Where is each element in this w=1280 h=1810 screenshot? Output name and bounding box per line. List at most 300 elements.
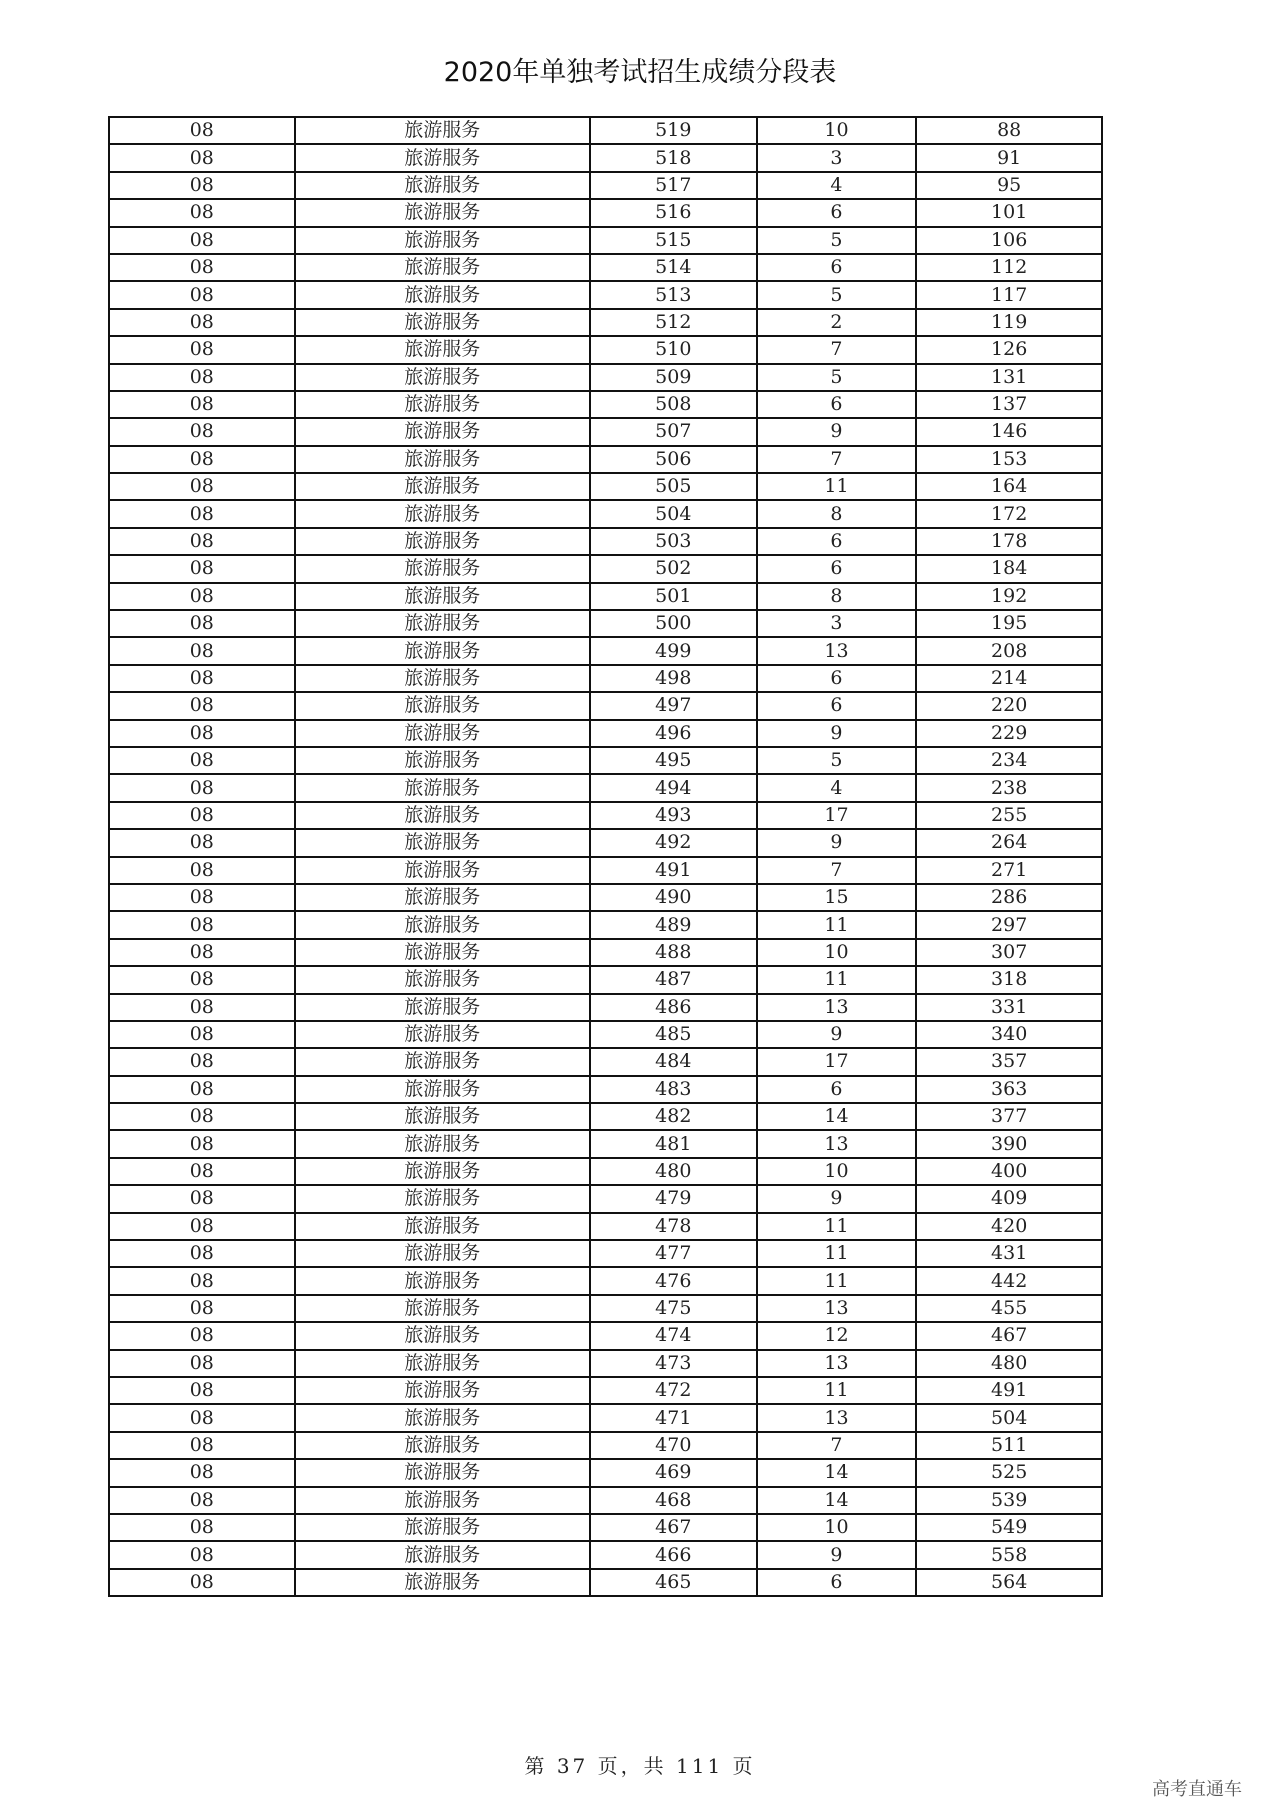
table-row: [109, 336, 1102, 363]
category-code-cell: 08: [109, 418, 295, 445]
cumulative-count-cell: 340: [916, 1021, 1102, 1048]
table-row: [109, 747, 1102, 774]
table-row: [109, 720, 1102, 747]
score-cell: 516: [590, 199, 757, 226]
score-cell: 491: [590, 857, 757, 884]
category-code-cell: 08: [109, 1295, 295, 1322]
score-cell: 484: [590, 1048, 757, 1075]
table-row: [109, 199, 1102, 226]
table-row: [109, 254, 1102, 281]
major-name-cell: 旅游服务: [295, 364, 590, 391]
score-cell: 507: [590, 418, 757, 445]
table-row: [109, 473, 1102, 500]
count-cell: 12: [757, 1322, 917, 1349]
count-cell: 17: [757, 1048, 917, 1075]
count-cell: 11: [757, 911, 917, 938]
count-cell: 7: [757, 336, 917, 363]
category-code-cell: 08: [109, 1267, 295, 1294]
category-code-cell: 08: [109, 227, 295, 254]
count-cell: 4: [757, 172, 917, 199]
count-cell: 10: [757, 1158, 917, 1185]
category-code-cell: 08: [109, 884, 295, 911]
cumulative-count-cell: 564: [916, 1569, 1102, 1596]
score-cell: 482: [590, 1103, 757, 1130]
category-code-cell: 08: [109, 720, 295, 747]
count-cell: 15: [757, 884, 917, 911]
category-code-cell: 08: [109, 610, 295, 637]
cumulative-count-cell: 106: [916, 227, 1102, 254]
major-name-cell: 旅游服务: [295, 1377, 590, 1404]
category-code-cell: 08: [109, 857, 295, 884]
watermark: 高考直通车: [1152, 1779, 1242, 1800]
major-name-cell: 旅游服务: [295, 473, 590, 500]
score-cell: 481: [590, 1130, 757, 1157]
score-cell: 496: [590, 720, 757, 747]
cumulative-count-cell: 558: [916, 1541, 1102, 1568]
score-cell: 501: [590, 583, 757, 610]
category-code-cell: 08: [109, 1322, 295, 1349]
cumulative-count-cell: 131: [916, 364, 1102, 391]
count-cell: 5: [757, 364, 917, 391]
count-cell: 17: [757, 802, 917, 829]
major-name-cell: 旅游服务: [295, 1459, 590, 1486]
cumulative-count-cell: 117: [916, 281, 1102, 308]
count-cell: 11: [757, 1267, 917, 1294]
score-cell: 515: [590, 227, 757, 254]
count-cell: 6: [757, 391, 917, 418]
score-cell: 510: [590, 336, 757, 363]
major-name-cell: 旅游服务: [295, 172, 590, 199]
cumulative-count-cell: 220: [916, 692, 1102, 719]
major-name-cell: 旅游服务: [295, 692, 590, 719]
table-row: [109, 829, 1102, 856]
major-name-cell: 旅游服务: [295, 391, 590, 418]
cumulative-count-cell: 307: [916, 939, 1102, 966]
score-cell: 508: [590, 391, 757, 418]
category-code-cell: 08: [109, 829, 295, 856]
cumulative-count-cell: 455: [916, 1295, 1102, 1322]
score-cell: 495: [590, 747, 757, 774]
category-code-cell: 08: [109, 254, 295, 281]
score-cell: 483: [590, 1076, 757, 1103]
cumulative-count-cell: 431: [916, 1240, 1102, 1267]
category-code-cell: 08: [109, 364, 295, 391]
table-row: [109, 1076, 1102, 1103]
cumulative-count-cell: 297: [916, 911, 1102, 938]
count-cell: 9: [757, 418, 917, 445]
score-cell: 469: [590, 1459, 757, 1486]
table-row: [109, 1048, 1102, 1075]
major-name-cell: 旅游服务: [295, 939, 590, 966]
major-name-cell: 旅游服务: [295, 1295, 590, 1322]
count-cell: 3: [757, 144, 917, 171]
score-cell: 518: [590, 144, 757, 171]
major-name-cell: 旅游服务: [295, 911, 590, 938]
table-row: [109, 418, 1102, 445]
cumulative-count-cell: 195: [916, 610, 1102, 637]
table-row: [109, 1103, 1102, 1130]
count-cell: 8: [757, 500, 917, 527]
table-row: [109, 966, 1102, 993]
major-name-cell: 旅游服务: [295, 1569, 590, 1596]
major-name-cell: 旅游服务: [295, 1021, 590, 1048]
count-cell: 2: [757, 309, 917, 336]
table-row: [109, 1021, 1102, 1048]
category-code-cell: 08: [109, 692, 295, 719]
table-row: [109, 309, 1102, 336]
score-cell: 477: [590, 1240, 757, 1267]
category-code-cell: 08: [109, 1432, 295, 1459]
score-cell: 479: [590, 1185, 757, 1212]
category-code-cell: 08: [109, 665, 295, 692]
table-row: [109, 391, 1102, 418]
major-name-cell: 旅游服务: [295, 1541, 590, 1568]
cumulative-count-cell: 390: [916, 1130, 1102, 1157]
category-code-cell: 08: [109, 966, 295, 993]
major-name-cell: 旅游服务: [295, 884, 590, 911]
score-cell: 488: [590, 939, 757, 966]
table-row: [109, 774, 1102, 801]
cumulative-count-cell: 172: [916, 500, 1102, 527]
count-cell: 13: [757, 1404, 917, 1431]
major-name-cell: 旅游服务: [295, 500, 590, 527]
cumulative-count-cell: 357: [916, 1048, 1102, 1075]
major-name-cell: 旅游服务: [295, 1076, 590, 1103]
table-row: [109, 637, 1102, 664]
major-name-cell: 旅游服务: [295, 254, 590, 281]
major-name-cell: 旅游服务: [295, 199, 590, 226]
cumulative-count-cell: 112: [916, 254, 1102, 281]
table-row: [109, 172, 1102, 199]
category-code-cell: 08: [109, 939, 295, 966]
category-code-cell: 08: [109, 555, 295, 582]
cumulative-count-cell: 286: [916, 884, 1102, 911]
cumulative-count-cell: 442: [916, 1267, 1102, 1294]
page-number: 第 37 页，共 111 页: [524, 1754, 756, 1778]
score-cell: 504: [590, 500, 757, 527]
cumulative-count-cell: 91: [916, 144, 1102, 171]
score-cell: 475: [590, 1295, 757, 1322]
score-cell: 480: [590, 1158, 757, 1185]
score-cell: 500: [590, 610, 757, 637]
category-code-cell: 08: [109, 637, 295, 664]
count-cell: 9: [757, 720, 917, 747]
major-name-cell: 旅游服务: [295, 1213, 590, 1240]
category-code-cell: 08: [109, 994, 295, 1021]
table-row: [109, 1487, 1102, 1514]
major-name-cell: 旅游服务: [295, 144, 590, 171]
count-cell: 7: [757, 446, 917, 473]
major-name-cell: 旅游服务: [295, 555, 590, 582]
score-cell: 476: [590, 1267, 757, 1294]
score-cell: 498: [590, 665, 757, 692]
score-cell: 497: [590, 692, 757, 719]
score-cell: 487: [590, 966, 757, 993]
major-name-cell: 旅游服务: [295, 1103, 590, 1130]
cumulative-count-cell: 539: [916, 1487, 1102, 1514]
major-name-cell: 旅游服务: [295, 1240, 590, 1267]
score-cell: 502: [590, 555, 757, 582]
category-code-cell: 08: [109, 1377, 295, 1404]
major-name-cell: 旅游服务: [295, 1322, 590, 1349]
category-code-cell: 08: [109, 1459, 295, 1486]
major-name-cell: 旅游服务: [295, 583, 590, 610]
cumulative-count-cell: 119: [916, 309, 1102, 336]
score-cell: 513: [590, 281, 757, 308]
cumulative-count-cell: 208: [916, 637, 1102, 664]
cumulative-count-cell: 214: [916, 665, 1102, 692]
cumulative-count-cell: 409: [916, 1185, 1102, 1212]
table-row: [109, 1432, 1102, 1459]
table-row: [109, 884, 1102, 911]
score-cell: 474: [590, 1322, 757, 1349]
table-row: [109, 857, 1102, 884]
category-code-cell: 08: [109, 774, 295, 801]
count-cell: 13: [757, 1350, 917, 1377]
score-cell: 478: [590, 1213, 757, 1240]
count-cell: 6: [757, 199, 917, 226]
score-cell: 519: [590, 117, 757, 144]
cumulative-count-cell: 95: [916, 172, 1102, 199]
cumulative-count-cell: 126: [916, 336, 1102, 363]
table-row: [109, 939, 1102, 966]
major-name-cell: 旅游服务: [295, 802, 590, 829]
category-code-cell: 08: [109, 1076, 295, 1103]
count-cell: 6: [757, 528, 917, 555]
category-code-cell: 08: [109, 172, 295, 199]
major-name-cell: 旅游服务: [295, 966, 590, 993]
count-cell: 13: [757, 994, 917, 1021]
count-cell: 9: [757, 1541, 917, 1568]
table-row: [109, 281, 1102, 308]
count-cell: 10: [757, 1514, 917, 1541]
score-cell: 486: [590, 994, 757, 1021]
cumulative-count-cell: 504: [916, 1404, 1102, 1431]
category-code-cell: 08: [109, 391, 295, 418]
count-cell: 7: [757, 1432, 917, 1459]
score-cell: 490: [590, 884, 757, 911]
major-name-cell: 旅游服务: [295, 227, 590, 254]
table-row: [109, 583, 1102, 610]
count-cell: 10: [757, 939, 917, 966]
count-cell: 13: [757, 1295, 917, 1322]
category-code-cell: 08: [109, 802, 295, 829]
table-row: [109, 1377, 1102, 1404]
score-cell: 503: [590, 528, 757, 555]
cumulative-count-cell: 331: [916, 994, 1102, 1021]
category-code-cell: 08: [109, 1541, 295, 1568]
major-name-cell: 旅游服务: [295, 1350, 590, 1377]
count-cell: 14: [757, 1103, 917, 1130]
category-code-cell: 08: [109, 336, 295, 363]
cumulative-count-cell: 363: [916, 1076, 1102, 1103]
cumulative-count-cell: 318: [916, 966, 1102, 993]
major-name-cell: 旅游服务: [295, 117, 590, 144]
count-cell: 9: [757, 1021, 917, 1048]
cumulative-count-cell: 137: [916, 391, 1102, 418]
category-code-cell: 08: [109, 473, 295, 500]
major-name-cell: 旅游服务: [295, 747, 590, 774]
count-cell: 5: [757, 747, 917, 774]
table-row: [109, 1295, 1102, 1322]
count-cell: 6: [757, 555, 917, 582]
count-cell: 3: [757, 610, 917, 637]
category-code-cell: 08: [109, 1350, 295, 1377]
score-cell: 468: [590, 1487, 757, 1514]
category-code-cell: 08: [109, 583, 295, 610]
major-name-cell: 旅游服务: [295, 665, 590, 692]
cumulative-count-cell: 178: [916, 528, 1102, 555]
count-cell: 11: [757, 1213, 917, 1240]
category-code-cell: 08: [109, 1404, 295, 1431]
cumulative-count-cell: 400: [916, 1158, 1102, 1185]
score-cell: 467: [590, 1514, 757, 1541]
cumulative-count-cell: 229: [916, 720, 1102, 747]
category-code-cell: 08: [109, 1048, 295, 1075]
major-name-cell: 旅游服务: [295, 528, 590, 555]
table-row: [109, 1459, 1102, 1486]
score-cell: 485: [590, 1021, 757, 1048]
category-code-cell: 08: [109, 446, 295, 473]
cumulative-count-cell: 192: [916, 583, 1102, 610]
major-name-cell: 旅游服务: [295, 994, 590, 1021]
score-cell: 473: [590, 1350, 757, 1377]
score-cell: 514: [590, 254, 757, 281]
page-title: 2020年单独考试招生成绩分段表: [443, 57, 837, 88]
category-code-cell: 08: [109, 911, 295, 938]
score-cell: 492: [590, 829, 757, 856]
major-name-cell: 旅游服务: [295, 774, 590, 801]
major-name-cell: 旅游服务: [295, 1514, 590, 1541]
category-code-cell: 08: [109, 747, 295, 774]
count-cell: 6: [757, 1076, 917, 1103]
category-code-cell: 08: [109, 1213, 295, 1240]
cumulative-count-cell: 234: [916, 747, 1102, 774]
count-cell: 6: [757, 692, 917, 719]
count-cell: 8: [757, 583, 917, 610]
count-cell: 4: [757, 774, 917, 801]
table-row: [109, 555, 1102, 582]
count-cell: 6: [757, 665, 917, 692]
table-row: [109, 144, 1102, 171]
count-cell: 13: [757, 1130, 917, 1157]
category-code-cell: 08: [109, 309, 295, 336]
count-cell: 10: [757, 117, 917, 144]
score-cell: 493: [590, 802, 757, 829]
major-name-cell: 旅游服务: [295, 1267, 590, 1294]
cumulative-count-cell: 549: [916, 1514, 1102, 1541]
cumulative-count-cell: 377: [916, 1103, 1102, 1130]
score-cell: 470: [590, 1432, 757, 1459]
score-cell: 509: [590, 364, 757, 391]
cumulative-count-cell: 467: [916, 1322, 1102, 1349]
table-row: [109, 1541, 1102, 1568]
score-cell: 471: [590, 1404, 757, 1431]
major-name-cell: 旅游服务: [295, 1048, 590, 1075]
count-cell: 14: [757, 1459, 917, 1486]
major-name-cell: 旅游服务: [295, 446, 590, 473]
category-code-cell: 08: [109, 500, 295, 527]
score-cell: 466: [590, 1541, 757, 1568]
category-code-cell: 08: [109, 1240, 295, 1267]
table-row: [109, 1267, 1102, 1294]
cumulative-count-cell: 271: [916, 857, 1102, 884]
table-row: [109, 692, 1102, 719]
cumulative-count-cell: 264: [916, 829, 1102, 856]
cumulative-count-cell: 153: [916, 446, 1102, 473]
count-cell: 5: [757, 227, 917, 254]
category-code-cell: 08: [109, 1021, 295, 1048]
score-distribution-table: [108, 116, 1103, 1597]
count-cell: 13: [757, 637, 917, 664]
major-name-cell: 旅游服务: [295, 1487, 590, 1514]
table-row: [109, 1350, 1102, 1377]
cumulative-count-cell: 525: [916, 1459, 1102, 1486]
table-row: [109, 227, 1102, 254]
category-code-cell: 08: [109, 1487, 295, 1514]
category-code-cell: 08: [109, 117, 295, 144]
major-name-cell: 旅游服务: [295, 829, 590, 856]
score-cell: 517: [590, 172, 757, 199]
major-name-cell: 旅游服务: [295, 857, 590, 884]
cumulative-count-cell: 491: [916, 1377, 1102, 1404]
count-cell: 11: [757, 1240, 917, 1267]
cumulative-count-cell: 511: [916, 1432, 1102, 1459]
score-cell: 489: [590, 911, 757, 938]
table-row: [109, 1213, 1102, 1240]
category-code-cell: 08: [109, 1185, 295, 1212]
major-name-cell: 旅游服务: [295, 1130, 590, 1157]
major-name-cell: 旅游服务: [295, 281, 590, 308]
major-name-cell: 旅游服务: [295, 418, 590, 445]
major-name-cell: 旅游服务: [295, 637, 590, 664]
count-cell: 9: [757, 829, 917, 856]
table-row: [109, 1404, 1102, 1431]
count-cell: 6: [757, 1569, 917, 1596]
major-name-cell: 旅游服务: [295, 610, 590, 637]
cumulative-count-cell: 420: [916, 1213, 1102, 1240]
score-cell: 494: [590, 774, 757, 801]
score-cell: 505: [590, 473, 757, 500]
table-row: [109, 1569, 1102, 1596]
score-cell: 512: [590, 309, 757, 336]
category-code-cell: 08: [109, 528, 295, 555]
category-code-cell: 08: [109, 1158, 295, 1185]
count-cell: 11: [757, 473, 917, 500]
category-code-cell: 08: [109, 1514, 295, 1541]
table-row: [109, 1240, 1102, 1267]
category-code-cell: 08: [109, 199, 295, 226]
category-code-cell: 08: [109, 144, 295, 171]
score-cell: 506: [590, 446, 757, 473]
table-body: [109, 117, 1102, 1596]
table-row: [109, 1322, 1102, 1349]
score-cell: 465: [590, 1569, 757, 1596]
table-row: [109, 610, 1102, 637]
major-name-cell: 旅游服务: [295, 720, 590, 747]
count-cell: 11: [757, 966, 917, 993]
major-name-cell: 旅游服务: [295, 1158, 590, 1185]
table-row: [109, 446, 1102, 473]
major-name-cell: 旅游服务: [295, 1185, 590, 1212]
major-name-cell: 旅游服务: [295, 336, 590, 363]
major-name-cell: 旅游服务: [295, 1432, 590, 1459]
count-cell: 7: [757, 857, 917, 884]
table-row: [109, 1514, 1102, 1541]
table-row: [109, 994, 1102, 1021]
table-row: [109, 1185, 1102, 1212]
table-row: [109, 665, 1102, 692]
